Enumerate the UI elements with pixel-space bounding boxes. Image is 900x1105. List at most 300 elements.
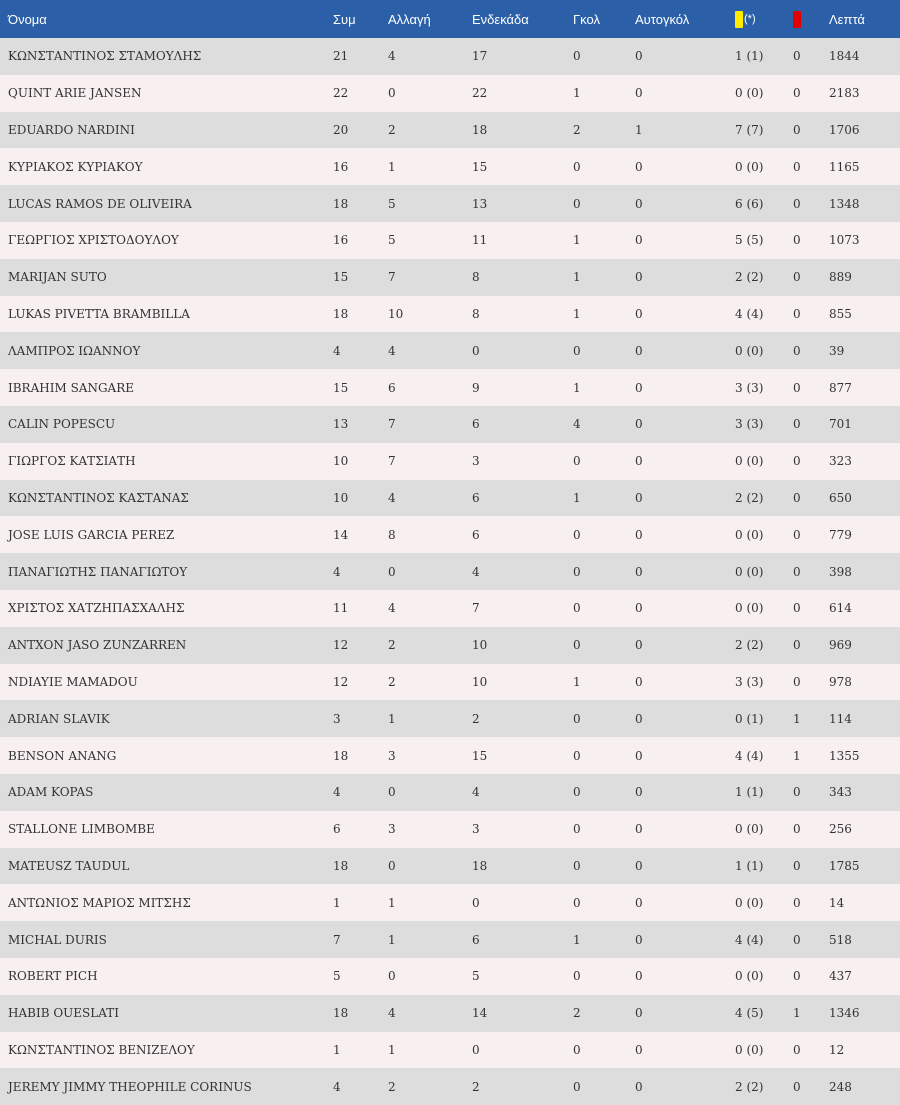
goals-cell: 0 [573,969,581,984]
starts-cell: 17 [472,49,488,64]
starts-cell: 6 [472,527,480,542]
starts-cell: 8 [472,306,480,321]
table-row[interactable] [0,627,900,664]
minutes-cell: 650 [829,490,852,505]
substitutions-cell: 7 [388,270,396,285]
yellow-cards-cell: 1 (1) [735,858,764,873]
player-name-cell[interactable]: ΑΝΤΩΝΙΟΣ ΜΑΡΙΟΣ ΜΙΤΣΗΣ [8,895,191,910]
red-cards-cell: 0 [793,895,801,910]
minutes-cell: 701 [829,417,852,432]
player-name-cell[interactable]: BENSON ANANG [8,748,117,763]
starts-cell: 6 [472,490,480,505]
own-goals-cell: 0 [635,86,643,101]
starts-cell: 5 [472,969,480,984]
substitutions-cell: 0 [388,86,396,101]
red-cards-cell: 0 [793,417,801,432]
substitutions-cell: 2 [388,674,396,689]
starts-cell: 10 [472,674,488,689]
substitutions-cell: 5 [388,196,396,211]
goals-cell: 1 [573,674,581,689]
minutes-cell: 877 [829,380,852,395]
red-cards-cell: 0 [793,822,801,837]
substitutions-cell: 7 [388,417,396,432]
col-header-red-cards[interactable] [793,0,829,38]
starts-cell: 0 [472,343,480,358]
player-name-cell[interactable]: ΚΩΝΣΤΑΝΤΙΝΟΣ ΣΤΑΜΟΥΛΗΣ [8,49,202,64]
player-name-cell[interactable]: CALIN POPESCU [8,417,116,432]
yellow-cards-cell: 4 (4) [735,932,764,947]
appearances-cell: 3 [333,711,341,726]
yellow-cards-cell: 0 (0) [735,159,764,174]
goals-cell: 4 [573,417,581,432]
minutes-cell: 398 [829,564,852,579]
substitutions-cell: 10 [388,306,404,321]
player-name-cell[interactable]: MARIJAN SUTO [8,270,107,285]
red-cards-cell: 0 [793,159,801,174]
red-cards-cell: 0 [793,122,801,137]
minutes-cell: 248 [829,1079,852,1094]
substitutions-cell: 7 [388,454,396,469]
substitutions-cell: 4 [388,343,396,358]
appearances-cell: 21 [333,49,349,64]
goals-cell: 1 [573,86,581,101]
minutes-cell: 437 [829,969,852,984]
starts-cell: 0 [472,1042,480,1057]
yellow-cards-cell: 0 (0) [735,1042,764,1057]
table-row[interactable] [0,480,900,517]
yellow-cards-cell: 0 (0) [735,86,764,101]
goals-cell: 0 [573,343,581,358]
red-cards-cell: 0 [793,601,801,616]
player-name-cell[interactable]: JOSE LUIS GARCIA PEREZ [8,527,175,542]
goals-cell: 2 [573,122,581,137]
appearances-cell: 1 [333,1042,341,1057]
substitutions-cell: 8 [388,527,396,542]
table-row[interactable] [0,332,900,369]
own-goals-cell: 0 [635,785,643,800]
substitutions-cell: 6 [388,380,396,395]
red-cards-cell: 1 [793,1006,801,1021]
appearances-cell: 12 [333,638,349,653]
red-cards-cell: 0 [793,270,801,285]
own-goals-cell: 0 [635,748,643,763]
player-name-cell[interactable]: MATEUSZ TAUDUL [8,858,130,873]
player-name-cell[interactable]: JEREMY JIMMY THEOPHILE CORINUS [8,1079,252,1094]
own-goals-cell: 0 [635,1042,643,1057]
yellow-cards-cell: 0 (0) [735,527,764,542]
player-name-cell[interactable]: MICHAL DURIS [8,932,107,947]
yellow-cards-cell: 2 (2) [735,1079,764,1094]
own-goals-cell: 0 [635,270,643,285]
yellow-cards-cell: 1 (1) [735,49,764,64]
col-header-own-goals[interactable]: Αυτογκόλ [635,11,690,27]
yellow-cards-cell: 2 (2) [735,490,764,505]
yellow-cards-cell: 0 (0) [735,969,764,984]
starts-cell: 6 [472,932,480,947]
goals-cell: 0 [573,196,581,211]
appearances-cell: 10 [333,454,349,469]
table-row[interactable] [0,995,900,1032]
appearances-cell: 4 [333,785,341,800]
goals-cell: 0 [573,858,581,873]
table-row[interactable] [0,848,900,885]
red-cards-cell: 0 [793,343,801,358]
minutes-cell: 39 [829,343,845,358]
appearances-cell: 16 [333,233,349,248]
minutes-cell: 855 [829,306,852,321]
player-name-cell[interactable]: ROBERT PICH [8,969,98,984]
appearances-cell: 22 [333,86,349,101]
own-goals-cell: 0 [635,49,643,64]
player-name-cell[interactable]: IBRAHIM SANGARE [8,380,134,395]
goals-cell: 1 [573,306,581,321]
table-row[interactable] [0,921,900,958]
own-goals-cell: 0 [635,454,643,469]
yellow-cards-cell: 0 (1) [735,711,764,726]
goals-cell: 0 [573,159,581,174]
starts-cell: 22 [472,86,488,101]
substitutions-cell: 4 [388,49,396,64]
player-name-cell[interactable]: ΠΑΝΑΓΙΩΤΗΣ ΠΑΝΑΓΙΩΤΟΥ [8,564,188,579]
player-name-cell[interactable]: ΛΑΜΠΡΟΣ ΙΩΑΝΝΟΥ [8,343,141,358]
minutes-cell: 1346 [829,1006,860,1021]
table-row[interactable] [0,296,900,333]
appearances-cell: 7 [333,932,341,947]
player-name-cell[interactable]: ΓΕΩΡΓΙΟΣ ΧΡΙΣΤΟΔΟΥΛΟΥ [8,233,179,248]
appearances-cell: 5 [333,969,341,984]
appearances-cell: 14 [333,527,349,542]
red-cards-cell: 0 [793,233,801,248]
minutes-cell: 1348 [829,196,860,211]
starts-cell: 2 [472,711,480,726]
table-row[interactable] [0,75,900,112]
appearances-cell: 10 [333,490,349,505]
yellow-cards-cell: 7 (7) [735,122,764,137]
yellow-cards-cell: 2 (2) [735,270,764,285]
goals-cell: 0 [573,1079,581,1094]
starts-cell: 15 [472,159,488,174]
substitutions-cell: 2 [388,638,396,653]
minutes-cell: 1785 [829,858,860,873]
appearances-cell: 4 [333,343,341,358]
red-cards-cell: 0 [793,454,801,469]
substitutions-cell: 4 [388,490,396,505]
appearances-cell: 12 [333,674,349,689]
player-name-cell[interactable]: EDUARDO NARDINI [8,122,135,137]
own-goals-cell: 0 [635,564,643,579]
minutes-cell: 114 [829,711,852,726]
own-goals-cell: 0 [635,380,643,395]
red-cards-cell: 0 [793,49,801,64]
own-goals-cell: 0 [635,601,643,616]
substitutions-cell: 2 [388,1079,396,1094]
goals-cell: 1 [573,490,581,505]
starts-cell: 3 [472,822,480,837]
table-row[interactable] [0,222,900,259]
player-name-cell[interactable]: ΚΩΝΣΤΑΝΤΙΝΟΣ ΒΕΝΙΖΕΛΟΥ [8,1042,195,1057]
minutes-cell: 614 [829,601,852,616]
col-header-minutes[interactable]: Λεπτά [829,11,865,27]
table-row[interactable] [0,112,900,149]
table-row[interactable] [0,259,900,296]
red-cards-cell: 1 [793,748,801,763]
own-goals-cell: 0 [635,343,643,358]
yellow-cards-cell: 0 (0) [735,454,764,469]
red-cards-cell: 0 [793,86,801,101]
player-name-cell[interactable]: ΓΙΩΡΓΟΣ ΚΑΤΣΙΑΤΗ [8,454,136,469]
table-row[interactable] [0,406,900,443]
yellow-cards-cell: 4 (5) [735,1006,764,1021]
red-cards-cell: 0 [793,527,801,542]
own-goals-cell: 1 [635,122,643,137]
substitutions-cell: 1 [388,711,396,726]
own-goals-cell: 0 [635,638,643,653]
minutes-cell: 323 [829,454,852,469]
col-header-goals[interactable]: Γκολ [573,11,600,27]
table-row[interactable] [0,1068,900,1105]
substitutions-cell: 5 [388,233,396,248]
starts-cell: 15 [472,748,488,763]
red-cards-cell: 0 [793,490,801,505]
table-row[interactable] [0,553,900,590]
substitutions-cell: 4 [388,1006,396,1021]
minutes-cell: 343 [829,785,852,800]
red-card-icon [793,11,801,28]
player-name-cell[interactable]: ADRIAN SLAVIK [8,711,110,726]
appearances-cell: 15 [333,270,349,285]
red-cards-cell: 0 [793,969,801,984]
player-name-cell[interactable]: NDIAYIE MAMADOU [8,674,138,689]
yellow-cards-cell: 0 (0) [735,601,764,616]
appearances-cell: 6 [333,822,341,837]
table-row[interactable] [0,516,900,553]
table-row[interactable] [0,443,900,480]
goals-cell: 0 [573,601,581,616]
goals-cell: 1 [573,270,581,285]
own-goals-cell: 0 [635,895,643,910]
starts-cell: 13 [472,196,488,211]
player-name-cell[interactable]: STALLONE LIMBOMBE [8,822,155,837]
substitutions-cell: 1 [388,895,396,910]
player-name-cell[interactable]: ΚΩΝΣΤΑΝΤΙΝΟΣ ΚΑΣΤΑΝΑΣ [8,490,189,505]
own-goals-cell: 0 [635,417,643,432]
red-cards-cell: 0 [793,932,801,947]
starts-cell: 11 [472,233,488,248]
own-goals-cell: 0 [635,490,643,505]
minutes-cell: 1165 [829,159,860,174]
goals-cell: 0 [573,895,581,910]
starts-cell: 4 [472,564,480,579]
appearances-cell: 18 [333,1006,349,1021]
minutes-cell: 1355 [829,748,860,763]
own-goals-cell: 0 [635,306,643,321]
player-name-cell[interactable]: ADAM KOPAS [8,785,94,800]
goals-cell: 0 [573,638,581,653]
red-cards-cell: 0 [793,674,801,689]
goals-cell: 0 [573,564,581,579]
yellow-cards-cell: 2 (2) [735,638,764,653]
own-goals-cell: 0 [635,527,643,542]
own-goals-cell: 0 [635,196,643,211]
minutes-cell: 1706 [829,122,860,137]
col-header-yellow-cards[interactable] [735,0,793,38]
red-cards-cell: 0 [793,306,801,321]
table-row[interactable] [0,811,900,848]
table-row[interactable] [0,185,900,222]
substitutions-cell: 4 [388,601,396,616]
table-row[interactable] [0,369,900,406]
own-goals-cell: 0 [635,233,643,248]
goals-cell: 0 [573,1042,581,1057]
goals-cell: 0 [573,527,581,542]
goals-cell: 1 [573,233,581,248]
col-header-subs[interactable]: Αλλαγή [388,11,431,27]
own-goals-cell: 0 [635,822,643,837]
table-row[interactable] [0,1032,900,1069]
yellow-cards-cell: 0 (0) [735,822,764,837]
yellow-cards-cell: 0 (0) [735,895,764,910]
starts-cell: 6 [472,417,480,432]
minutes-cell: 12 [829,1042,845,1057]
table-row[interactable] [0,590,900,627]
appearances-cell: 18 [333,306,349,321]
appearances-cell: 15 [333,380,349,395]
table-row[interactable] [0,958,900,995]
yellow-card-note: (*) [744,13,756,26]
substitutions-cell: 3 [388,822,396,837]
yellow-cards-cell: 3 (3) [735,674,764,689]
red-cards-cell: 0 [793,785,801,800]
starts-cell: 7 [472,601,480,616]
player-name-cell[interactable]: LUCAS RAMOS DE OLIVEIRA [8,196,192,211]
starts-cell: 10 [472,638,488,653]
red-cards-cell: 0 [793,196,801,211]
table-body [0,38,900,1105]
red-cards-cell: 0 [793,858,801,873]
minutes-cell: 2183 [829,86,860,101]
yellow-cards-cell: 4 (4) [735,748,764,763]
substitutions-cell: 0 [388,785,396,800]
col-header-starts[interactable]: Ενδεκάδα [472,11,529,27]
table-row[interactable] [0,148,900,185]
table-row[interactable] [0,700,900,737]
minutes-cell: 1073 [829,233,860,248]
yellow-cards-cell: 5 (5) [735,233,764,248]
starts-cell: 8 [472,270,480,285]
substitutions-cell: 1 [388,1042,396,1057]
table-row[interactable] [0,737,900,774]
yellow-cards-cell: 3 (3) [735,417,764,432]
goals-cell: 1 [573,932,581,947]
table-row[interactable] [0,884,900,921]
appearances-cell: 4 [333,1079,341,1094]
appearances-cell: 16 [333,159,349,174]
header-row [0,0,900,38]
minutes-cell: 969 [829,638,852,653]
appearances-cell: 18 [333,858,349,873]
red-cards-cell: 0 [793,1042,801,1057]
appearances-cell: 11 [333,601,349,616]
red-cards-cell: 1 [793,711,801,726]
yellow-cards-cell: 4 (4) [735,306,764,321]
minutes-cell: 779 [829,527,852,542]
yellow-cards-cell: 0 (0) [735,564,764,579]
substitutions-cell: 0 [388,858,396,873]
appearances-cell: 13 [333,417,349,432]
col-header-apps[interactable]: Συμ [333,11,356,27]
own-goals-cell: 0 [635,1079,643,1094]
appearances-cell: 18 [333,748,349,763]
appearances-cell: 1 [333,895,341,910]
substitutions-cell: 2 [388,122,396,137]
appearances-cell: 4 [333,564,341,579]
red-cards-cell: 0 [793,638,801,653]
own-goals-cell: 0 [635,1006,643,1021]
goals-cell: 0 [573,748,581,763]
player-name-cell[interactable]: LUKAS PIVETTA BRAMBILLA [8,306,190,321]
own-goals-cell: 0 [635,159,643,174]
minutes-cell: 256 [829,822,852,837]
goals-cell: 0 [573,711,581,726]
substitutions-cell: 1 [388,932,396,947]
starts-cell: 18 [472,858,488,873]
starts-cell: 3 [472,454,480,469]
goals-cell: 1 [573,380,581,395]
own-goals-cell: 0 [635,858,643,873]
yellow-cards-cell: 1 (1) [735,785,764,800]
substitutions-cell: 1 [388,159,396,174]
starts-cell: 4 [472,785,480,800]
starts-cell: 0 [472,895,480,910]
own-goals-cell: 0 [635,674,643,689]
substitutions-cell: 0 [388,969,396,984]
own-goals-cell: 0 [635,969,643,984]
player-name-cell[interactable]: ΚΥΡΙΑΚΟΣ ΚΥΡΙΑΚΟΥ [8,159,143,174]
own-goals-cell: 0 [635,711,643,726]
table-row[interactable] [0,38,900,75]
goals-cell: 0 [573,49,581,64]
minutes-cell: 889 [829,270,852,285]
player-name-cell[interactable]: ANTXON JASO ZUNZARREN [8,638,187,653]
goals-cell: 0 [573,454,581,469]
col-header-name[interactable]: Όνομα [8,11,47,27]
table-row[interactable] [0,664,900,701]
yellow-card-icon [735,11,743,28]
red-cards-cell: 0 [793,1079,801,1094]
starts-cell: 18 [472,122,488,137]
appearances-cell: 20 [333,122,349,137]
minutes-cell: 14 [829,895,845,910]
minutes-cell: 978 [829,674,852,689]
goals-cell: 0 [573,822,581,837]
player-name-cell[interactable]: QUINT ARIE JANSEN [8,86,142,101]
minutes-cell: 518 [829,932,852,947]
substitutions-cell: 3 [388,748,396,763]
player-name-cell[interactable]: HABIB OUESLATI [8,1006,119,1021]
starts-cell: 2 [472,1079,480,1094]
minutes-cell: 1844 [829,49,860,64]
red-cards-cell: 0 [793,564,801,579]
starts-cell: 14 [472,1006,488,1021]
yellow-cards-cell: 0 (0) [735,343,764,358]
table-row[interactable] [0,774,900,811]
substitutions-cell: 0 [388,564,396,579]
player-name-cell[interactable]: ΧΡΙΣΤΟΣ ΧΑΤΖΗΠΑΣΧΑΛΗΣ [8,601,185,616]
appearances-cell: 18 [333,196,349,211]
yellow-cards-cell: 3 (3) [735,380,764,395]
goals-cell: 2 [573,1006,581,1021]
own-goals-cell: 0 [635,932,643,947]
